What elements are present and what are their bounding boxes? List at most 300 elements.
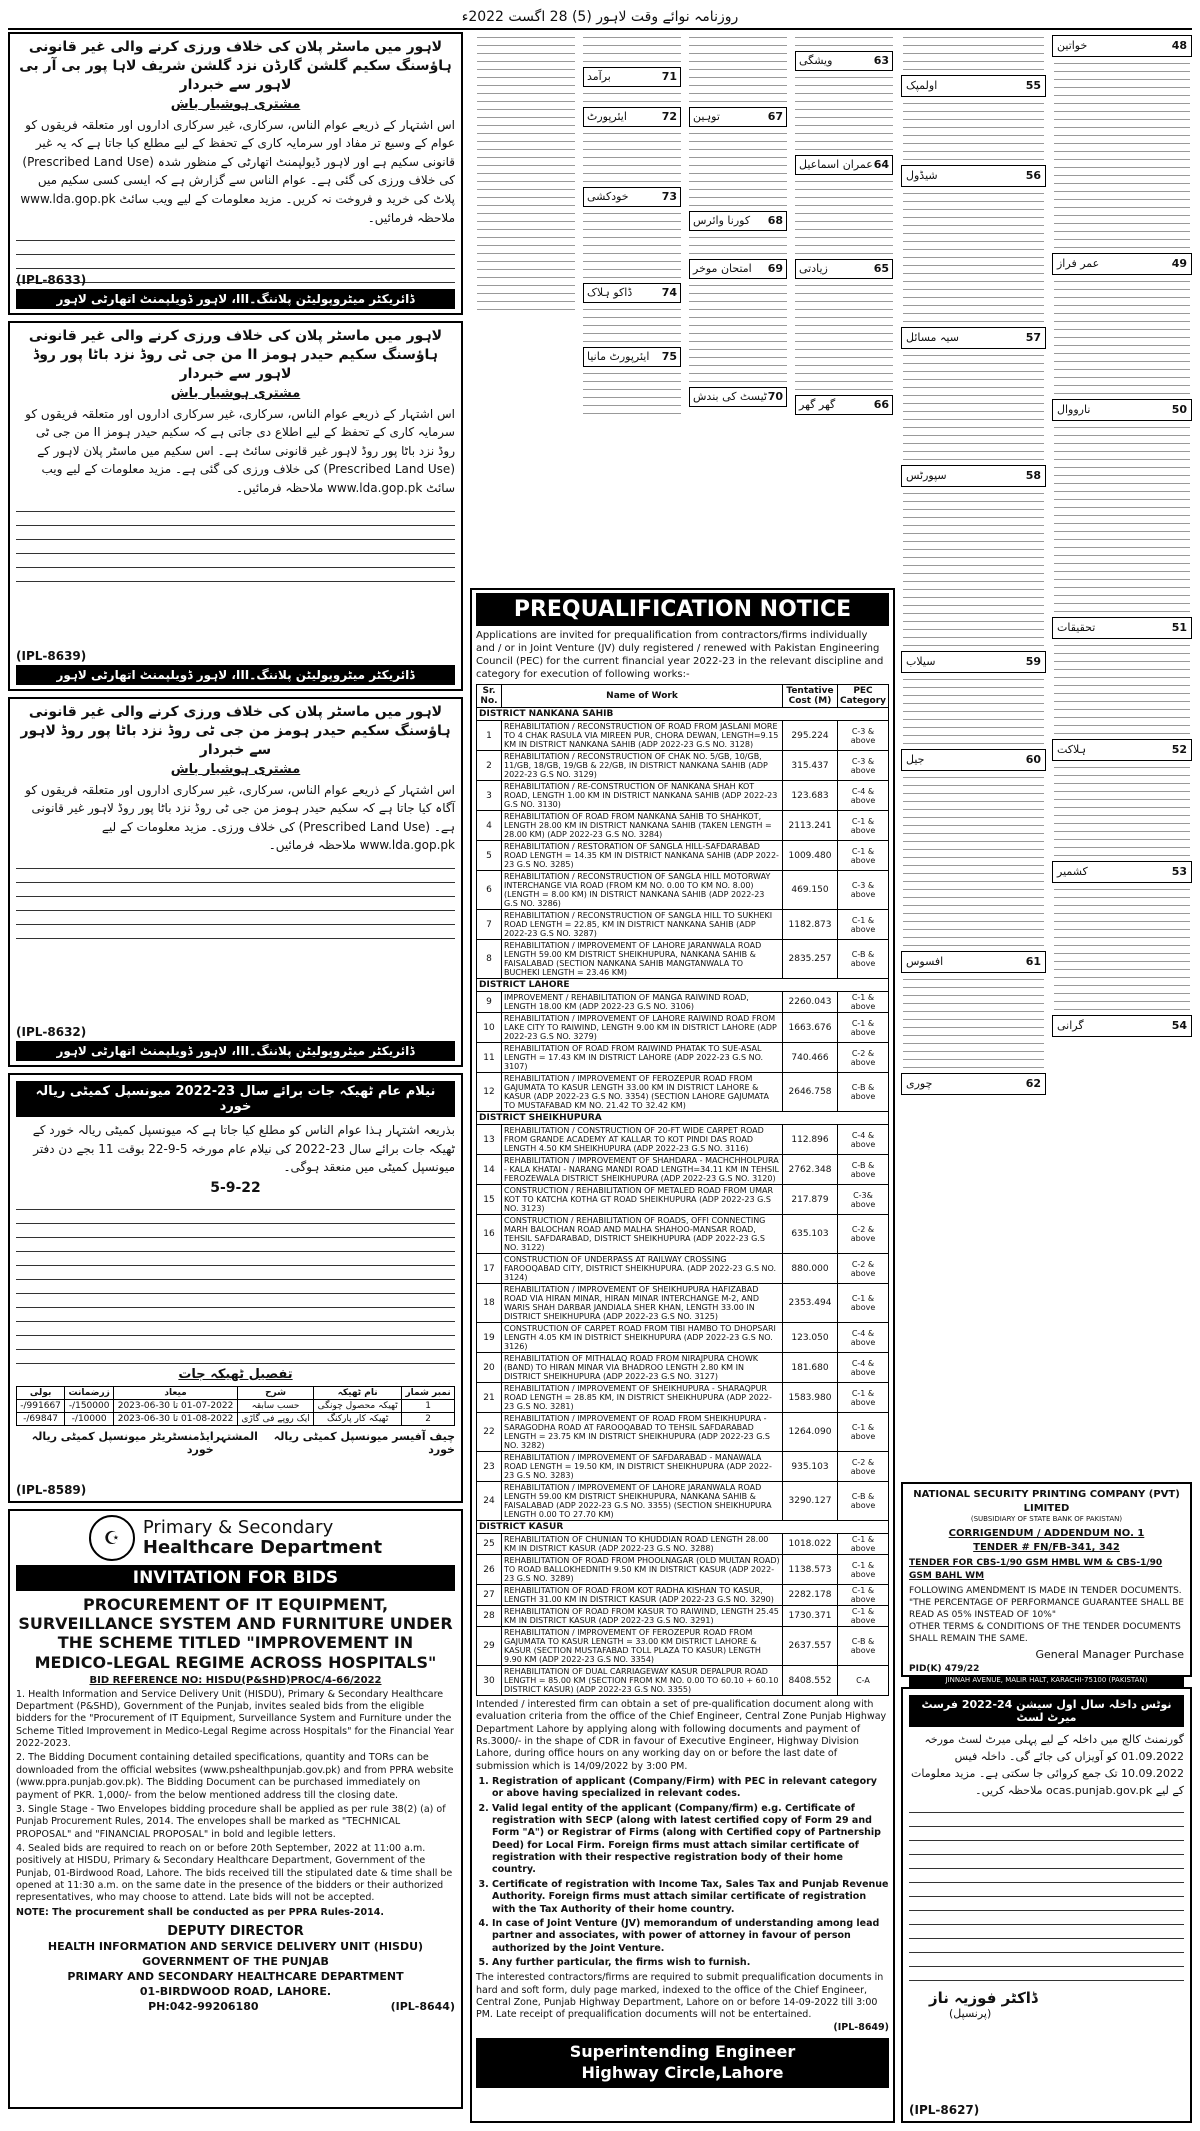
table-row [477,1627,889,1666]
cell: 2 [402,1412,455,1425]
continuation-box [1052,399,1192,421]
work-name: REHABILITATION / IMPROVEMENT OF SHEIKHUPURA HAFIZABAD ROAD VIA HIRAN MINAR, HIRAN MINAR INTERCHANGE M-2, AND WARIS SHAH DARBAR JANDIALA SHER KHAN, LENGTH 33.00 IN DISTRICT SHEIKHUPURA (ADP 2022-23 G.S NO. 3125) [502,1284,783,1323]
para-2: 2. The Bidding Document containing detailed specifications, quantity and TORs can be downloaded from the official websites (www.pshealthpunjab.gov.pk) and from PPRA website (www.ppra.punjab.gov.pk). The Bidding Document can be purchased immediately on payment of PKR. 1,000/- from the below mentioned address till the closing date. [16,1752,454,1801]
sr-no: 5 [477,841,502,871]
lda-ad-3 [8,697,463,1067]
box-num: 52 [1171,743,1187,756]
auction-date: 5-9-22 [210,1179,261,1196]
tentative-cost: 1583.980 [782,1383,837,1413]
table-row [477,940,889,979]
box-num: 70 [767,390,783,403]
box-num: 72 [661,110,677,123]
district-row [477,979,889,992]
th-sr: Sr. No. [477,685,502,708]
sr-no: 14 [477,1155,502,1185]
th: شرح [237,1386,313,1399]
cell: 150000/- [65,1399,114,1412]
ad-footer: ڈائریکٹر میٹروپولیٹن پلاننگ۔III، لاہور ڈویلپمنٹ اتھارٹی لاہور [16,665,455,685]
pec-category: C-2 & above [837,1043,888,1073]
sr-no: 17 [477,1254,502,1284]
tentative-cost: 181.680 [782,1353,837,1383]
tentative-cost: 2260.043 [782,992,837,1013]
box-label: خودکشی [587,190,629,203]
continuation-box [583,107,681,127]
cell: 1 [402,1399,455,1412]
auction-title: نیلام عام ٹھیکہ جات برائے سال 23-2022 میونسپل کمیٹی ریالہ خورد [16,1081,455,1117]
tentative-cost: 123.683 [782,781,837,811]
work-name: REHABILITATION OF ROAD FROM NANKANA SAHIB TO SHAHKOT, LENGTH 28.00 KM IN DISTRICT NANKANA SAHIB (TAKEN LENGTH = 28.00 KM) (ADP 2022-23 G.S NO. 3284) [502,811,783,841]
ad-footer: ڈائریکٹر میٹروپولیٹن پلاننگ۔III، لاہور ڈویلپمنٹ اتھارٹی لاہور [16,1041,455,1061]
tender-line: TENDER FOR CBS-1/90 GSM HMBL WM & CBS-1/90 GSM BAHL WM [909,1558,1163,1581]
bids-signature [16,1923,455,2015]
table-row [477,1353,889,1383]
continuation-box [1052,739,1192,761]
continuation-box [583,67,681,87]
work-name: REHABILITATION / IMPROVEMENT OF SHAHDARA - MACHCHHOLPURA - KALA KHATAI - NARANG MANDI ROAD LENGTH=34.11 KM IN TEHSIL FEROZEWALA DISTRICT SHEIKHUPURA (ADP 2022-23 G.S NO. 3120) [502,1155,783,1185]
pec-category: C-4 & above [837,1323,888,1353]
pec-category: C-3& above [837,1185,888,1215]
addr-1: HEALTH INFORMATION AND SERVICE DELIVERY UNIT (HISDU) [47,1940,424,1954]
cell: ٹھیکہ کار پارکنگ [314,1412,402,1425]
cell: 10000/- [65,1412,114,1425]
pec-category: C-1 & above [837,811,888,841]
dept-header [16,1515,455,1561]
table-row [477,871,889,910]
continuation-box [901,951,1046,973]
middle-column [470,32,895,2123]
work-name: REHABILITATION / RECONSTRUCTION OF SANGLA HILL MOTORWAY INTERCHANGE VIA ROAD (FROM KM NO. 0.00 TO KM NO. 8.00) (LENGTH = 8.00 KM) IN DISTRICT NANKANA SAHIB (ADP 2022-23 G.S NO. 3286) [502,871,783,910]
box-label: عمران اسماعیل [799,158,873,171]
table-row [477,992,889,1013]
company-name: NATIONAL SECURITY PRINTING COMPANY (PVT) LIMITED [913,1489,1180,1514]
district-name: DISTRICT SHEIKHUPURA [477,1112,889,1125]
pec-category: C-1 & above [837,1383,888,1413]
list-item: 1. Registration of applicant (Company/Firm) with PEC in relevant category or above having specialized in relevant codes. [492,1776,889,1801]
table-row [17,1399,455,1412]
cell: 991667/- [17,1399,65,1412]
para-2: "THE PERCENTAGE OF PERFORMANCE GUARANTEE SHALL BE READ AS 05% INSTEAD OF 10%" [909,1597,1184,1620]
tentative-cost: 1730.371 [782,1606,837,1627]
box-num: 73 [661,190,677,203]
dept-line-1: Primary & Secondary [142,1517,334,1539]
company-sub: (SUBSIDIARY OF STATE BANK OF PAKISTAN) [970,1515,1123,1523]
sr-no: 6 [477,871,502,910]
requirements-list [476,1776,889,1969]
table-row [477,1073,889,1112]
work-name: REHABILITATION / RECONSTRUCTION OF SANGLA HILL TO SUKHEKI ROAD LENGTH = 22.85, KM IN DISTRICT NANKANA SAHIB (ADP 2022-23 G.S NO. 3287) [502,910,783,940]
continuation-box [901,327,1046,349]
continuation-box [795,155,893,175]
principal-role: (پرنسپل) [949,2007,992,2021]
continuation-box [1052,1015,1192,1037]
table-row [477,1215,889,1254]
th: میعاد [114,1386,238,1399]
box-num: 62 [1025,1077,1041,1090]
box-num: 60 [1025,753,1041,766]
box-num: 67 [767,110,783,123]
box-num: 61 [1025,955,1041,968]
pec-category: C-1 & above [837,1606,888,1627]
ad-body: اس اشتہار کے ذریعے عوام الناس، سرکاری، غیر سرکاری اداروں اور متعلقہ فریقوں کو سرمایہ کاری کے تحفظ کے لیے اطلاع دی جاتی ہے کہ سکیم حیدر ہومز II من جی ٹی روڈ نزد باٹا پور روڈ لاہور غیر قانونی سائٹ ہے۔ اس سکیم میں ماسٹر پلان لاہور کے (Prescribed Land Use) کی خلاف ورزی کی گئی ہے۔ مزید معلومات کے لیے ویب سائٹ www.lda.gop.pk ملاحظہ فرمائیں۔ [25,406,455,496]
box-label: ویشگی [799,54,833,67]
work-name: REHABILITATION / IMPROVEMENT OF FEROZEPUR ROAD FROM GAJUMATA TO KASUR LENGTH = 33.00 KM DISTRICT LAHORE & KASUR (SECTION MUSTAFABAD TOLL PLAZA TO KASUR) LENGTH 9.90 KM (ADP 2022-23 G.S NO. 3354) [502,1627,783,1666]
box-num: 49 [1171,257,1187,270]
continuation-box [795,395,893,415]
continuation-col-1 [793,32,895,580]
box-num: 48 [1171,39,1187,52]
tentative-cost: 935.103 [782,1452,837,1482]
prequal-footer [476,1699,889,2034]
box-label: نارووال [1057,403,1091,416]
box-label: ایئرپورٹ [587,110,627,123]
ad-title: لاہور میں ماسٹر پلان کی خلاف ورزی کرنے والی غیر قانونی ہاؤسنگ سکیم حیدر ہومز من جی ٹی روڈ نزد باٹا پور روڈ لاہور سے خبردار [20,704,451,758]
box-label: افسوس [906,955,944,968]
table-row [477,1185,889,1215]
bid-reference: BID REFERENCE NO: HISDU(P&SHD)PROC/4-66/2022 [89,1674,382,1686]
tentative-cost: 315.437 [782,751,837,781]
work-name: REHABILITATION / IMPROVEMENT OF LAHORE JARANWALA ROAD LENGTH 59.00 KM DISTRICT SHEIKHUPURA, NANKANA SAHIB & FAISALABAD (SECTION NANKANA SAHIB MANGTANWALA TO BUCHEKI LENGTH = 23.46 KM) [502,940,783,979]
pec-category: C-1 & above [837,1013,888,1043]
continuation-box [583,187,681,207]
pec-category: C-1 & above [837,1585,888,1606]
bids-body [16,1689,455,1919]
tentative-cost: 2835.257 [782,940,837,979]
continuation-col-2 [687,32,789,580]
box-num: 71 [661,70,677,83]
sr-no: 26 [477,1555,502,1585]
table-row [477,1585,889,1606]
work-name: REHABILITATION / RECONSTRUCTION OF CHAK NO. 5/GB, 10/GB, 11/GB, 18/GB, 19/GB & 22/GB, IN DISTRICT NANKANA SAHIB (ADP 2022-23 G.S NO. 3129) [502,751,783,781]
tender-no: TENDER # FN/FB-341, 342 [973,1541,1120,1553]
pec-category: C-1 & above [837,841,888,871]
work-name: CONSTRUCTION / REHABILITATION OF METALED ROAD FROM UMAR KOT TO KATCHA KOTHA GT ROAD SHEIKHUPURA (ADP 2022-23 G.S NO. 3123) [502,1185,783,1215]
continuation-box [689,387,787,407]
sr-no: 22 [477,1413,502,1452]
cell: 01-07-2022 تا 30-06-2023 [114,1399,238,1412]
work-name: REHABILITATION / IMPROVEMENT OF ROAD FROM SHEIKHUPURA - SARAGODHA ROAD AT FAROOQABAD TO TEHSIL SAFDARABAD LENGTH = 23.75 KM IN DISTRICT SHEIKHUPURA (ADP 2022-23 G.S NO. 3282) [502,1413,783,1452]
signer: General Manager Purchase [1035,1648,1184,1662]
sr-no: 8 [477,940,502,979]
work-name: REHABILITATION OF CHUNIAN TO KHUDDIAN ROAD LENGTH 28.00 KM IN DISTRICT KASUR (ADP 2022-23 G.S NO. 3288) [502,1534,783,1555]
pec-category: C-1 & above [837,1555,888,1585]
continuation-box [1052,253,1192,275]
box-label: عمر فراز [1057,257,1100,270]
tentative-cost: 2762.348 [782,1155,837,1185]
continuation-col-4 [475,32,577,580]
address-bar: JINNAH AVENUE, MALIR HALT, KARACHI-75100 (PAKISTAN) [909,1675,1184,1686]
table-row [477,811,889,841]
college-admission-ad [901,1687,1192,2123]
box-label: ایئرپورٹ مانیا [587,350,650,363]
sr-no: 16 [477,1215,502,1254]
list-item: 4. In case of Joint Venture (JV) memorandum of understanding among lead partner and associates, with power of attorney in favour of person authorized by the Joint Venture. [492,1918,889,1955]
para-1: FOLLOWING AMENDMENT IS MADE IN TENDER DOCUMENTS. [909,1585,1182,1596]
sr-no: 24 [477,1482,502,1521]
work-name: REHABILITATION OF ROAD FROM PHOOLNAGAR (OLD MULTAN ROAD) TO ROAD BALLOKHEDNITH 9.50 KM IN DISTRICT KASUR (ADP 2022-23 G.S NO. 3289) [502,1555,783,1585]
para-3: 3. Single Stage - Two Envelopes bidding procedure shall be applied as per rule 38(2) (a) of Punjab Procurement Rules, 2014. The envelopes shall be marked as "TECHNICAL PROPOSAL" and "FINANCIAL PROPOSAL" in bold and legible letters. [16,1803,446,1840]
pec-category: C-B & above [837,1627,888,1666]
table-row [477,1555,889,1585]
continuation-box [901,749,1046,771]
box-num: 66 [873,398,889,411]
sr-no: 23 [477,1452,502,1482]
signer-title: Superintending Engineer [569,2041,796,2061]
th: نمبر شمار [402,1386,455,1399]
sr-no: 25 [477,1534,502,1555]
box-label: اولمپک [906,79,938,92]
box-label: گھر گھر [799,398,836,411]
th-pec: PEC Category [837,685,888,708]
table-row [477,1606,889,1627]
work-name: REHABILITATION / IMPROVEMENT OF LAHORE RAIWIND ROAD FROM LAKE CITY TO RAIWIND, LENGTH 9.00 KM IN DISTRICT LAHORE (ADP 2022-23 G.S NO. 3279) [502,1013,783,1043]
table-row [477,1383,889,1413]
pec-category: C-3 & above [837,871,888,910]
pec-category: C-1 & above [837,992,888,1013]
pec-category: C-2 & above [837,1215,888,1254]
tentative-cost: 1138.573 [782,1555,837,1585]
tentative-cost: 295.224 [782,721,837,751]
tentative-cost: 880.000 [782,1254,837,1284]
box-label: سیہ مسائل [906,331,959,344]
phone: PH:042-99206180 [148,1999,259,2013]
tentative-cost: 469.150 [782,871,837,910]
para-3: OTHER TERMS & CONDITIONS OF THE TENDER DOCUMENTS SHALL REMAIN THE SAME. [909,1622,1181,1645]
pec-category: C-1 & above [837,910,888,940]
cell: حسب سابقہ [237,1399,313,1412]
left-column [8,32,463,2123]
sr-no: 30 [477,1666,502,1696]
signer-bar [476,2038,889,2088]
continuation-box [1052,35,1192,57]
box-num: 69 [767,262,783,275]
ipl-number: (IPL-8632) [16,1025,87,1039]
box-num: 53 [1171,865,1187,878]
continuation-col-3 [581,32,683,580]
note: NOTE: The procurement shall be conducted as per PPRA Rules-2014. [16,1906,384,1918]
sr-no: 28 [477,1606,502,1627]
continuation-box [901,1073,1046,1095]
admission-body: گورنمنٹ کالج میں داخلہ کے لیے پہلی میرٹ لسٹ مورخہ 01.09.2022 کو آویزاں کی جائے گی۔ داخلہ فیس 10.09.2022 تک جمع کروائی جا سکتی ہے۔ مزید معلومات کے لیے ocas.punjab.gov.pk ملاحظہ کریں۔ [911,1733,1184,1798]
para-1: 1. Health Information and Service Delivery Unit (HISDU), Primary & Secondary Healthcare Department (P&SHD), Government of the Punjab, invites sealed bids from the eligible bidders for the "Procurement of IT Equipment, Surveillance System and Furniture under the Scheme Titled Improvement in Medico-Legal Regime across Hospitals" for the Financial Year 2022-2023. [16,1688,454,1750]
signer-left: ایڈمنسٹریٹر میونسپل کمیٹی ریالہ خورد [31,1429,214,1456]
table-row [477,1013,889,1043]
box-label: کشمیر [1057,865,1088,878]
th: بولی [17,1386,65,1399]
ipl-number: (IPL-8627) [909,2103,980,2117]
work-name: REHABILITATION OF ROAD FROM KASUR TO RAIWIND, LENGTH 25.45 KM IN DISTRICT KASUR (ADP 2022-23 G.S NO. 3291) [502,1606,783,1627]
tentative-cost: 2113.241 [782,811,837,841]
work-name: CONSTRUCTION OF UNDERPASS AT RAILWAY CROSSING FAROOQABAD CITY, DISTRICT SHEIKHUPURA. (ADP 2022-23 G.S NO. 3124) [502,1254,783,1284]
addr-2: GOVERNMENT OF THE PUNJAB [142,1955,329,1969]
foot-outro: The interested contractors/firms are required to submit prequalification documents in hard and soft form, duly page marked, indexed to the office of the Chief Engineer, Central Zone, Punjab Highway Department, Lahore on or before 14-09-2022 till 3:00 PM. Late receipt of prequalification documents will not be entertained. [476,1972,884,2021]
foot-intro: Intended / interested firm can obtain a set of pre-qualification document along with evaluation criteria from the office of the Chief Engineer, Central Zone Punjab Highway Department Lahore by applying along with following documents and payment of Rs.3000/- in the shape of CDR in favour of Executive Engineer, Highway Division Lahore, during office hours on any working day on or before the last date of submission which is 14/09/2022 by 3:00 PM. [476,1699,887,1772]
continuation-box [795,51,893,71]
prequalification-notice [470,588,895,2123]
box-num: 63 [873,54,889,67]
district-name: DISTRICT LAHORE [477,979,889,992]
table-row [477,1254,889,1284]
punjab-govt-logo-icon: ☪ [89,1515,135,1561]
table-row [477,751,889,781]
tentative-cost: 217.879 [782,1185,837,1215]
work-name: IMPROVEMENT / REHABILITATION OF MANGA RAIWIND ROAD, LENGTH 18.00 KM (ADP 2022-23 G.S NO. 3106) [502,992,783,1013]
tentative-cost: 635.103 [782,1215,837,1254]
work-name: REHABILITATION OF ROAD FROM KOT RADHA KISHAN TO KASUR, LENGTH 31.00 KM IN DISTRICT KASUR (ADP 2022-23 G.S NO. 3290) [502,1585,783,1606]
pec-category: C-4 & above [837,1125,888,1155]
work-name: REHABILITATION / IMPROVEMENT OF LAHORE JARANWALA ROAD LENGTH 59.00 KM DISTRICT SHEIKHUPURA, NANKANA SAHIB & FAISALABAD (ADP 2022-23 G.S NO. 3355) (SECTION SHEIKHUPURA LENGTH 0.00 TO 27.70 KM) [502,1482,783,1521]
pec-category: C-4 & above [837,1353,888,1383]
box-num: 56 [1025,169,1041,182]
box-label: خواتین [1057,39,1088,52]
box-label: سیلاب [906,655,936,668]
signer-right: چیف آفیسر میونسپل کمیٹی ریالہ خورد [273,1429,455,1456]
tentative-cost: 8408.552 [782,1666,837,1696]
box-num: 59 [1025,655,1041,668]
work-name: REHABILITATION OF DUAL CARRIAGEWAY KASUR DEPALPUR ROAD LENGTH = 85.00 KM (SECTION FROM KM NO. 0.00 TO 60.10 + 60.10 DISTRICT KASUR) (ADP 2022-23 G.S NO. 3355) [502,1666,783,1696]
ad-title: لاہور میں ماسٹر پلان کی خلاف ورزی کرنے والی غیر قانونی ہاؤسنگ سکیم گلشن گارڈن نزد گلشن شریف لاہا پور بی آر بی لاہور سے خبردار [19,39,452,93]
box-label: برآمد [587,70,611,83]
sr-no: 20 [477,1353,502,1383]
pec-category: C-B & above [837,940,888,979]
sr-no: 12 [477,1073,502,1112]
sr-no: 27 [477,1585,502,1606]
th-name: Name of Work [502,685,783,708]
tentative-cost: 2637.557 [782,1627,837,1666]
cell: ایک روپے فی گاڑی [237,1412,313,1425]
tentative-cost: 3290.127 [782,1482,837,1521]
para-4: 4. Sealed bids are required to reach on or before 20th September, 2022 at 11:00 a.m. positively at HISDU, Primary & Secondary Healthcare Department, Government of the Punjab, 01-Birdwood Road, Lahore. The bids received till the stipulated date & time shall be opened at 11:30 a.m. on the same date in the presence of the bidders or their authorized representatives, who may choose to attend. Late bids will not be accepted. [16,1842,453,1904]
continuation-box [583,347,681,367]
sr-no: 10 [477,1013,502,1043]
right-column [901,32,1192,2123]
sr-no: 13 [477,1125,502,1155]
continuation-box [689,211,787,231]
district-row [477,708,889,721]
corrigendum: CORRIGENDUM / ADDENDUM NO. 1 [948,1528,1145,1540]
work-name: REHABILITATION OF ROAD FROM RAIWIND PHATAK TO SUE-ASAL LENGTH = 17.43 KM IN DISTRICT LAHORE (ADP 2022-23 G.S NO. 3107) [502,1043,783,1073]
signer-office: Highway Circle,Lahore [581,2062,784,2082]
work-name: REHABILITATION / RE-CONSTRUCTION OF NANKANA SHAH KOT ROAD, LENGTH 1.00 KM IN DISTRICT NANKANA SAHIB (ADP 2022-23 G.S NO. 3130) [502,781,783,811]
auction-table-title: تفصیل ٹھیکہ جات [178,1366,293,1382]
continuation-box [689,259,787,279]
ad-body: اس اشتہار کے ذریعے عوام الناس، سرکاری، غیر سرکاری اداروں اور متعلقہ فریقوں کو عوام کے وسیع تر مفاد اور سرمایہ کاری کے تحفظ کے لیے مطلع کیا جاتا ہے کہ یہ غیر قانونی سکیم ہے اور لاہور ڈیولپمنٹ اتھارٹی کے منظور شدہ (Prescribed Land Use) کی خلاف ورزی کی گئی ہے۔ عوام الناس سے گزارش ہے کہ ایسی کسی سکیم میں پلاٹ کی خرید و فروخت نہ کریں۔ مزید معلومات کے لیے ویب سائٹ www.lda.gop.pk ملاحظہ فرمائیں۔ [20,117,455,225]
box-num: 65 [873,262,889,275]
continuation-box [901,651,1046,673]
cell: 69847/- [17,1412,65,1425]
procurement-title: PROCUREMENT OF IT EQUIPMENT, SURVEILLANCE SYSTEM AND FURNITURE UNDER THE SCHEME TITLED "IMPROVEMENT IN MEDICO-LEGAL REGIME ACROSS HOSPITALS" [18,1595,453,1672]
sr-no: 3 [477,781,502,811]
box-label: شیڈول [906,169,938,182]
cell: ٹھیکہ محصول چونگی [314,1399,402,1412]
ad-title: لاہور میں ماسٹر پلان کی خلاف ورزی کرنے والی غیر قانونی ہاؤسنگ سکیم حیدر ہومز II من جی ٹی روڈ نزد باٹا پور روڈ لاہور سے خبردار [28,328,443,382]
table-row [477,1452,889,1482]
tentative-cost: 123.050 [782,1323,837,1353]
box-label: ہلاکت [1057,743,1087,756]
tentative-cost: 2353.494 [782,1284,837,1323]
ipl-number: (IPL-8649) [833,2021,889,2033]
tentative-cost: 2282.178 [782,1585,837,1606]
tentative-cost: 1264.090 [782,1413,837,1452]
table-row [477,1155,889,1185]
box-num: 57 [1025,331,1041,344]
table-row [477,1125,889,1155]
lda-ad-2 [8,321,463,691]
nspc-corrigendum-ad [901,1482,1192,1685]
pid: PID(K) 479/22 [909,1664,980,1675]
cell: 01-08-2022 تا 30-06-2023 [114,1412,238,1425]
ipl-number: (IPL-8639) [16,649,87,663]
ad-body: اس اشتہار کے ذریعے عوام الناس، سرکاری، غیر سرکاری اداروں اور متعلقہ فریقوں کو آگاہ کیا جاتا ہے کہ سکیم حیدر ہومز من جی ٹی روڈ نزد باٹا پور روڈ لاہور غیر قانونی ہے۔ (Prescribed Land Use) کی خلاف ورزی۔ مزید معلومات کے لیے www.lda.gop.pk ملاحظہ فرمائیں۔ [25,782,455,853]
box-label: سپورٹس [906,469,947,482]
box-num: 64 [873,158,889,171]
box-label: چوری [906,1077,933,1090]
signer-mid: المشتہر [213,1429,258,1443]
th: نام ٹھیکہ [314,1386,402,1399]
ad-subtitle: مشتری ہوشیار باش [170,96,301,112]
news-continuations-right [901,32,1192,1427]
auction-ad [8,1073,463,1503]
sr-no: 7 [477,910,502,940]
continuation-box [901,465,1046,487]
ad-subtitle: مشتری ہوشیار باش [170,385,301,401]
page-dateline: روزنامہ نوائے وقت لاہور (5) 28 اگست 2022ء [8,6,1192,30]
work-name: REHABILITATION OF MITHALAQ ROAD FROM NIRAJPURA CHOWK (BAND) TO HIRAN MINAR VIA BHADROO LENGTH 2.80 KM IN DISTRICT SHEIKHUPURA (ADP 2022-23 G.S NO. 3127) [502,1353,783,1383]
list-item: 3. Certificate of registration with Income Tax, Sales Tax and Punjab Revenue Authority. Foreign firms must attach similar certificate of registration with the Tax Authority of their home country. [492,1879,889,1916]
pec-category: C-1 & above [837,1284,888,1323]
box-num: 75 [661,350,677,363]
tentative-cost: 2646.758 [782,1073,837,1112]
table-row [477,1666,889,1696]
news-continuations [470,32,895,580]
pec-category: C-3 & above [837,721,888,751]
district-row [477,1112,889,1125]
table-row [477,721,889,751]
district-name: DISTRICT NANKANA SAHIB [477,708,889,721]
right-subcol-2 [901,32,1046,1098]
box-label: کورنا وائرس [693,214,751,227]
sr-no: 11 [477,1043,502,1073]
work-name: REHABILITATION / IMPROVEMENT OF SAFDARABAD - MANAWALA ROAD LENGTH = 19.50 KM, IN DISTRICT SHEIKHUPURA (ADP 2022-23 G.S NO. 3283) [502,1452,783,1482]
sr-no: 4 [477,811,502,841]
lda-ad-1 [8,32,463,315]
th-cost: Tentative Cost (M) [782,685,837,708]
pec-category: C-2 & above [837,1254,888,1284]
work-name: REHABILITATION / IMPROVEMENT OF SHEIKHUPURA - SHARAQPUR ROAD LENGTH = 28.85 KM, IN DISTRICT SHEIKHUPURA (ADP 2022-23 G.S NO. 3281) [502,1383,783,1413]
sr-no: 19 [477,1323,502,1353]
table-row [477,841,889,871]
sr-no: 15 [477,1185,502,1215]
box-num: 68 [767,214,783,227]
th: زرضمانت [65,1386,114,1399]
box-label: جیل [906,753,925,766]
pec-category: C-3 & above [837,751,888,781]
table-row [477,1413,889,1452]
table-row [477,1482,889,1521]
addr-4: 01-BIRDWOOD ROAD, LAHORE. [139,1985,332,1999]
ipl-number: (IPL-8644) [390,1999,455,2013]
work-name: CONSTRUCTION / REHABILITATION OF ROADS, OFFI CONNECTING MARH BALOCHAN ROAD AND MALHA SHAHOO-MANSAR ROAD, TEHSIL SAFDARABAD, DISTRICT SHEIKHUPURA (ADP 2022-23 G.S NO. 3122) [502,1215,783,1254]
pec-category: C-B & above [837,1073,888,1112]
continuation-box [689,107,787,127]
auction-table [16,1386,455,1426]
continuation-box [1052,617,1192,639]
tentative-cost: 1663.676 [782,1013,837,1043]
sr-no: 2 [477,751,502,781]
prequal-table [476,684,889,1696]
admission-title: نوٹس داخلہ سال اول سیشن 24-2022 فرسٹ میرٹ لسٹ [909,1695,1184,1727]
list-item: 2. Valid legal entity of the applicant (Company/firm) e.g. Certificate of registration with SECP (along with latest certified copy of Form 29 and Form "A") or Registrar of Firms (along with Certified copy of Partnership Deed) for Local Firm. Foreign firms must attach similar certificate of registration with their respective registration body of their home country. [492,1803,889,1877]
work-name: REHABILITATION / RECONSTRUCTION OF ROAD FROM JASLANI MORE TO 4 CHAK RASULA VIA MIREEN PUR, CHORA DEWAN, LENGTH=9.15 KM IN DISTRICT NANKANA SAHIB (ADP 2022-23 G.S NO. 3128) [502,721,783,751]
